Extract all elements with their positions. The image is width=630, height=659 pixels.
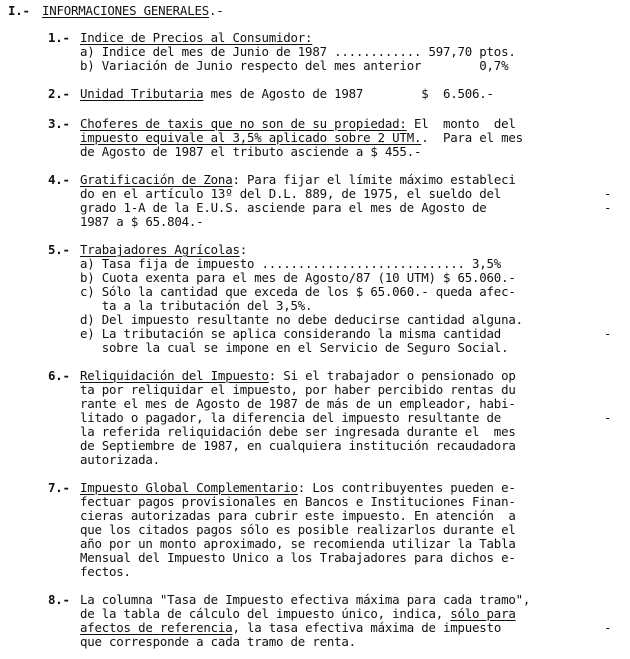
item-number: 1.- — [48, 30, 70, 45]
item-line: de Septiembre de 1987, en cualquiera institución recaudadora — [80, 438, 516, 453]
item-number: 5.- — [48, 242, 70, 257]
item-text-underlined: afectos de referencia — [80, 620, 233, 635]
item-line: c) Sólo la cantidad que exceda de los $ 65.060.- queda afec- — [80, 284, 516, 299]
heading-title: INFORMACIONES GENERALES — [42, 3, 209, 18]
item-text: : Para fijar el límite máximo estableci — [232, 172, 516, 187]
item-title: Gratificación de Zona — [80, 172, 233, 187]
item-line: ta por reliquidar el impuesto, por haber percibido rentas du — [80, 382, 516, 397]
margin-dash: - — [604, 186, 612, 201]
item-text: , la tasa efectiva máxima de impuesto — [232, 620, 502, 635]
item-text: El monto del — [406, 116, 516, 131]
item-title: Trabajadores Agrícolas — [80, 242, 240, 257]
item-number: 3.- — [48, 116, 70, 131]
margin-dash: - — [604, 200, 612, 215]
item-text-underlined: impuesto equivale al 3,5% aplicado sobre 2 UTM. — [80, 130, 422, 145]
item-line — [80, 481, 516, 495]
item-line: b) Cuota exenta para el mes de Agosto/87 (10 UTM) $ 65.060.- — [80, 270, 516, 285]
item-text: de la tabla de cálculo del impuesto único, indica, — [80, 606, 451, 621]
margin-dash: - — [604, 410, 612, 425]
item-line: rante el mes de Agosto de 1987 de más de un empleador, habi- — [80, 396, 516, 411]
item-line — [80, 117, 516, 131]
item-title: Choferes de taxis que no son de su propiedad: — [80, 116, 407, 131]
item-line: La columna "Tasa de Impuesto efectiva máxima para cada tramo", — [80, 592, 531, 607]
item-line — [80, 173, 516, 187]
item-line: litado o pagador, la diferencia del impuesto resultante de — [80, 410, 502, 425]
item-text: : — [239, 242, 247, 257]
margin-dash: - — [604, 326, 612, 341]
section-number: I.- — [8, 3, 30, 18]
item-title: Unidad Tributaria — [80, 86, 204, 101]
item-number: 2.- — [48, 86, 70, 101]
item-line: e) La tributación se aplica considerando la misma cantidad — [80, 326, 502, 341]
item-line: do en el artículo 13º del D.L. 889, de 1975, el sueldo del — [80, 186, 502, 201]
item-title: Indice de Precios al Consumidor: — [80, 30, 313, 45]
item-line: autorizada. — [80, 452, 160, 467]
item-line: de Agosto de 1987 el tributo asciende a $ 455.- — [80, 144, 422, 159]
item-line: Mensual del Impuesto Unico a los Trabajadores para dichos e- — [80, 550, 516, 565]
item-line: d) Del impuesto resultante no debe deducirse cantidad alguna. — [80, 312, 523, 327]
item-text: : Si el trabajador o pensionado op — [268, 368, 516, 383]
item-line — [80, 243, 247, 257]
item-text: . Para el mes — [421, 130, 523, 145]
item-number: 8.- — [48, 592, 70, 607]
item-line: b) Variación de Junio respecto del mes anterior 0,7% — [80, 58, 509, 73]
item-number: 4.- — [48, 172, 70, 187]
item-line: grado 1-A de la E.U.S. asciende para el mes de Agosto de — [80, 200, 487, 215]
item-text: : Los contribuyentes pueden e- — [297, 480, 516, 495]
item-number: 7.- — [48, 480, 70, 495]
item-title: Reliquidación del Impuesto — [80, 368, 269, 383]
item-line: fectuar pagos provisionales en Bancos e Instituciones Finan- — [80, 494, 516, 509]
item-line — [80, 607, 516, 621]
item-line: fectos. — [80, 564, 131, 579]
item-line — [80, 87, 494, 101]
item-line: que los citados pagos sólo es posible realizarlos durante el — [80, 522, 516, 537]
item-line — [80, 621, 501, 635]
item-line: a) Tasa fija de impuesto ............................ 3,5% — [80, 256, 502, 271]
item-line — [80, 369, 516, 383]
item-line — [80, 131, 523, 145]
item-line: sobre la cual se impone en el Servicio de Seguro Social. — [80, 340, 509, 355]
item-text: mes de Agosto de 1987 $ 6.506.- — [203, 86, 494, 101]
heading-suffix: .- — [208, 3, 224, 18]
item-line: ta a la tributación del 3,5%. — [80, 298, 313, 313]
item-line: 1987 a $ 65.804.- — [80, 214, 204, 229]
item-line: a) Indice del mes de Junio de 1987 ............ 597,70 ptos. — [80, 44, 516, 59]
margin-dash: - — [604, 620, 612, 635]
page-heading — [42, 4, 224, 18]
item-text-underlined: sólo para — [450, 606, 516, 621]
item-line: la referida reliquidación debe ser ingresada durante el mes — [80, 424, 516, 439]
item-line: que corresponde a cada tramo de renta. — [80, 634, 356, 649]
item-line: cieras autorizadas para cubrir este impuesto. En atención a — [80, 508, 516, 523]
item-title: Impuesto Global Complementario — [80, 480, 298, 495]
item-number: 6.- — [48, 368, 70, 383]
item-line: año por un monto aproximado, se recomienda utilizar la Tabla — [80, 536, 516, 551]
